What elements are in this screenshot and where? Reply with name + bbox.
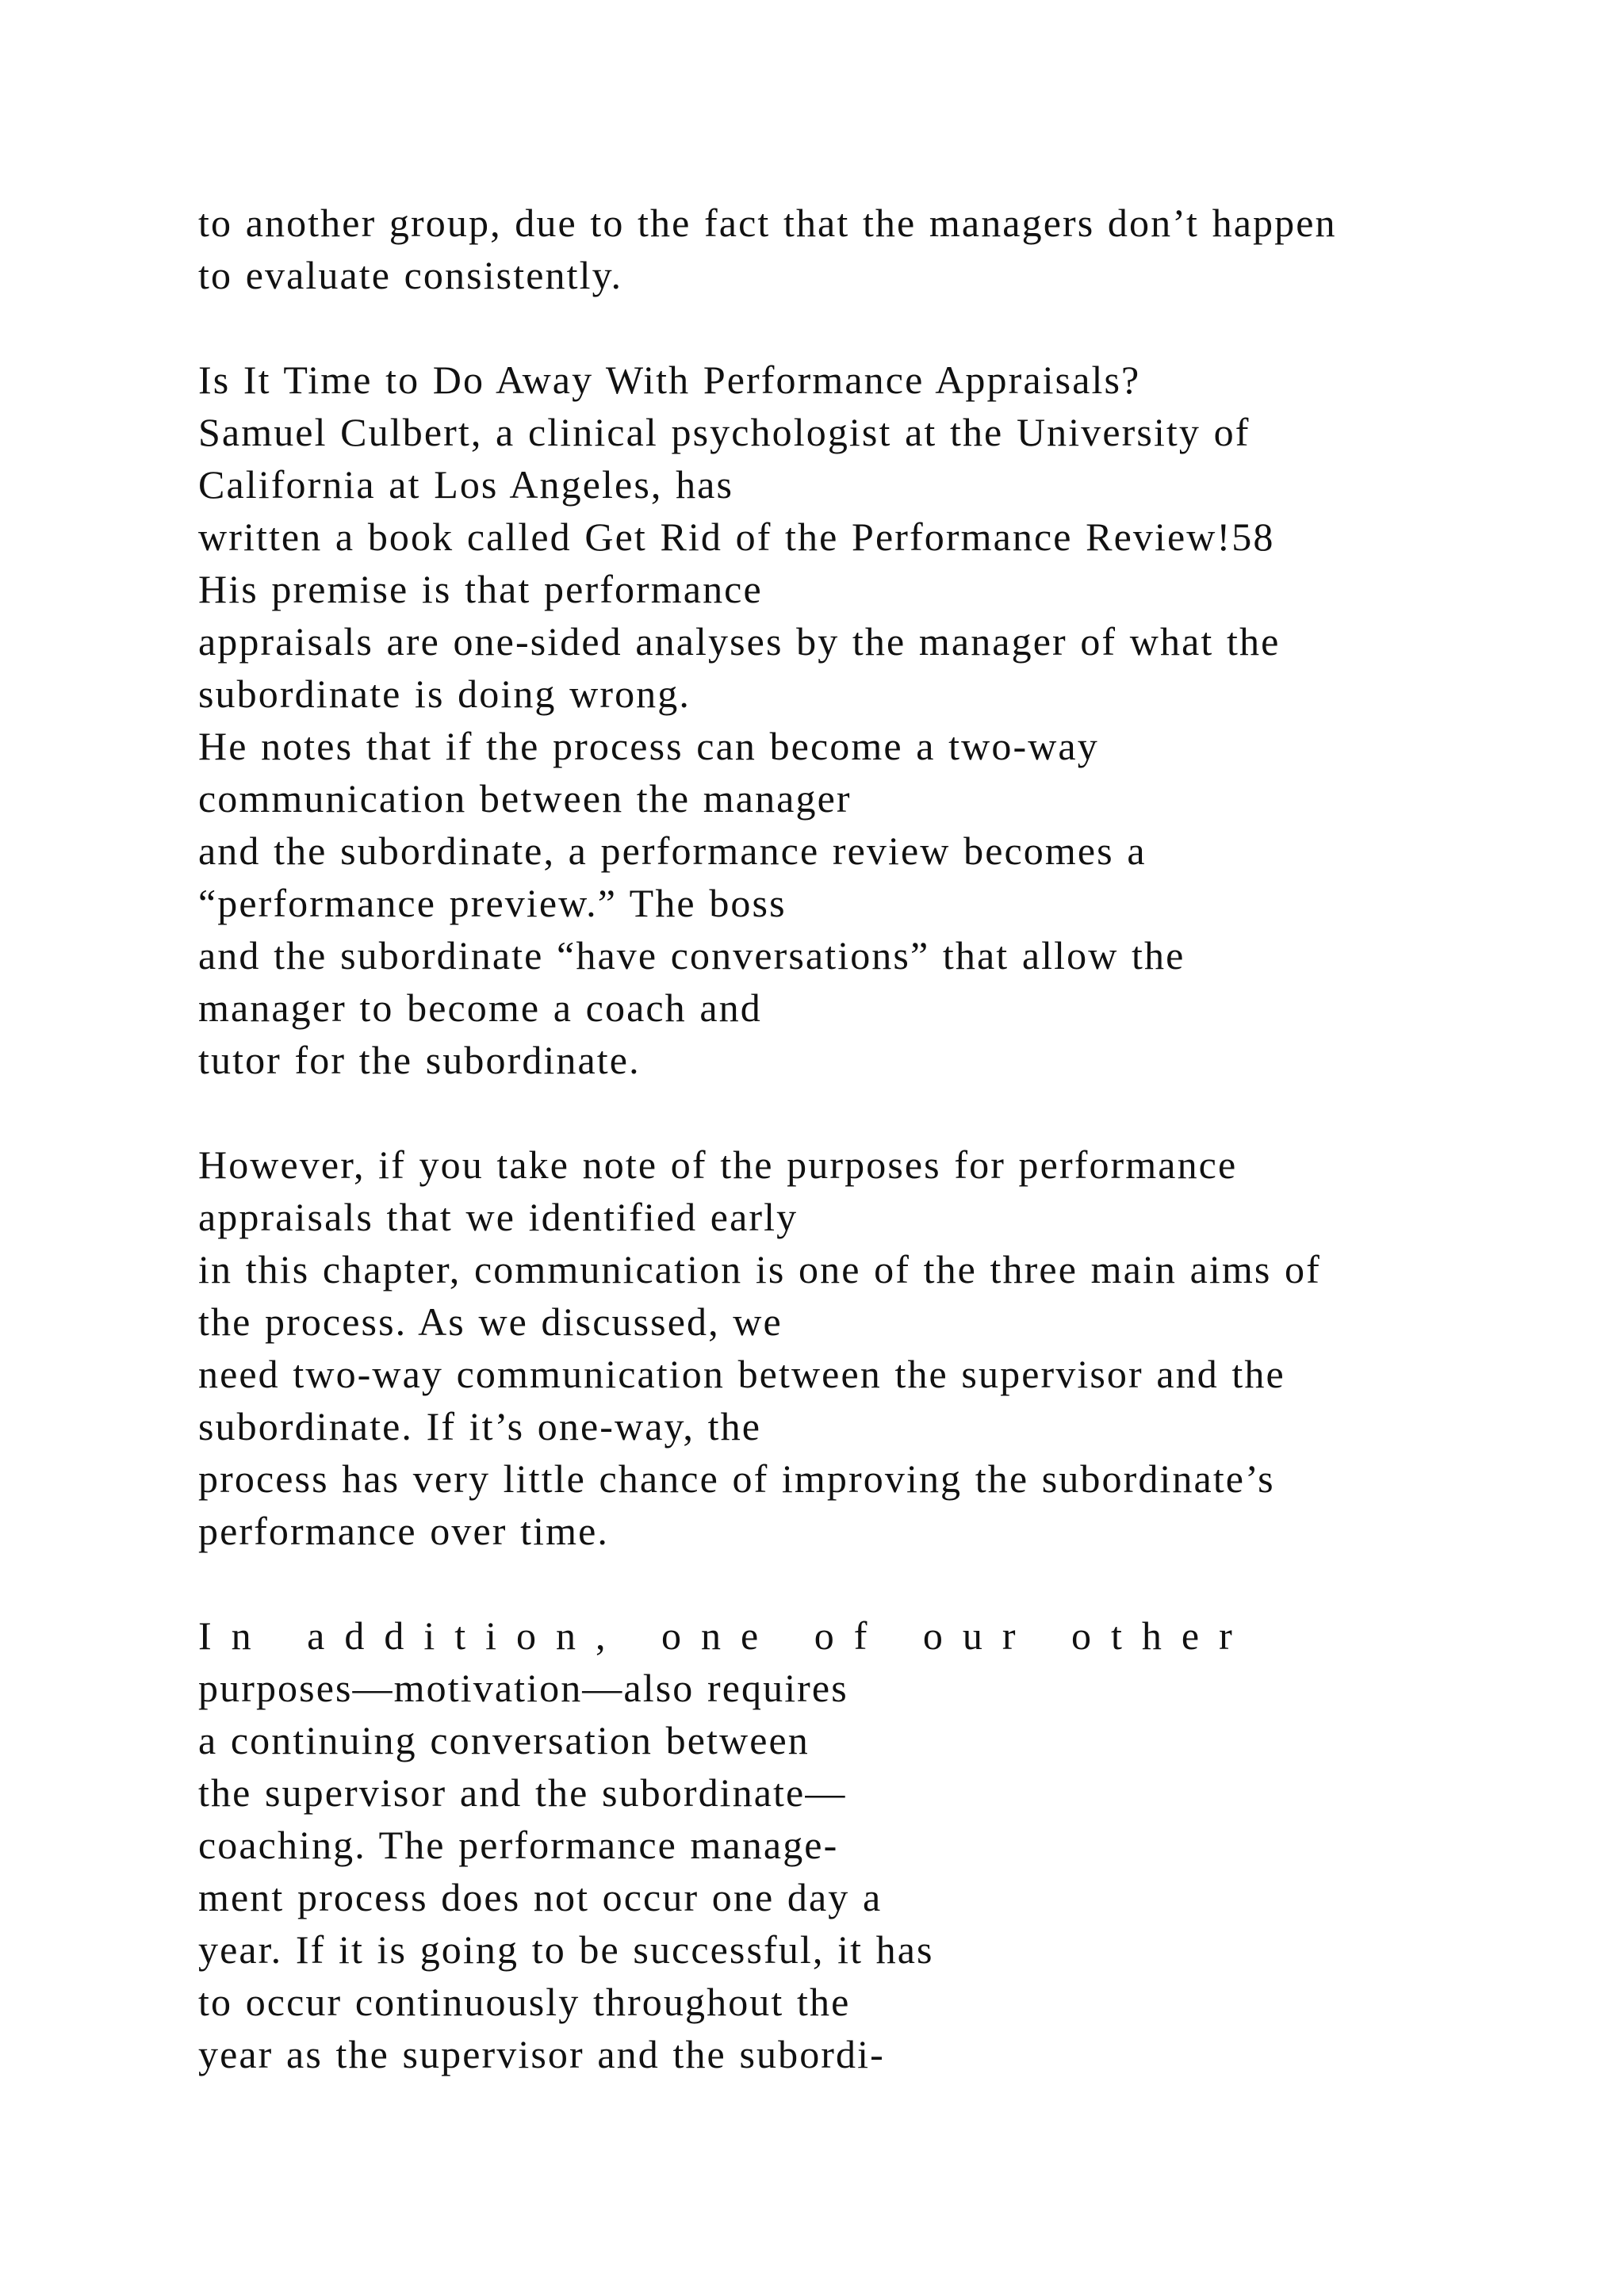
text-line: appraisals are one-sided analyses by the manager of what the [198,619,1281,664]
text-line: and the subordinate, a performance review becomes a [198,828,1147,873]
text-line: process has very little chance of improving the subordinate’s [198,1456,1275,1501]
text-line: the process. As we discussed, we [198,1299,783,1344]
text-line: year. If it is going to be successful, it has [198,1927,934,1972]
text-line: year as the supervisor and the subordi- [198,2032,885,2076]
text-line: ment process does not occur one day a [198,1875,883,1919]
text-line: subordinate is doing wrong. [198,672,691,716]
document-text [198,197,1546,2080]
text-line: However, if you take note of the purposes for performance [198,1142,1238,1187]
text-line: tutor for the subordinate. [198,1038,641,1082]
text-line: purposes—motivation—also requires [198,1666,848,1710]
text-line: He notes that if the process can become a two-way [198,724,1099,768]
text-line: in this chapter, communication is one of the three main aims of [198,1247,1321,1292]
text-line: appraisals that we identified early [198,1195,799,1239]
text-line: communication between the manager [198,776,852,821]
text-line: need two-way communication between the supervisor and the [198,1352,1285,1396]
text-line: “performance preview.” The boss [198,881,787,925]
text-line: to evaluate consistently. [198,253,623,297]
paragraph-gap [198,1086,1546,1138]
text-line: manager to become a coach and [198,985,762,1030]
text-line: coaching. The performance manage- [198,1823,839,1867]
text-line: His premise is that performance [198,567,763,611]
text-line: and the subordinate “have conversations” that allow the [198,933,1185,978]
text-line: subordinate. If it’s one-way, the [198,1404,761,1448]
text-line: performance over time. [198,1509,610,1553]
paragraph-gap [198,301,1546,354]
text-line: written a book called Get Rid of the Performance Review!58 [198,515,1275,559]
text-line: a continuing conversation between [198,1718,810,1762]
text-line: Samuel Culbert, a clinical psychologist at the University of [198,410,1251,454]
text-line: to occur continuously throughout the [198,1980,851,2024]
text-line: the supervisor and the subordinate— [198,1770,847,1815]
text-line: to another group, due to the fact that the managers don’t happen [198,201,1337,245]
text-line: California at Los Angeles, has [198,462,734,507]
text-line: In addition, one of our other [198,1613,1252,1658]
section-heading: Is It Time to Do Away With Performance Appraisals? [198,358,1141,402]
paragraph-gap [198,1557,1546,1609]
